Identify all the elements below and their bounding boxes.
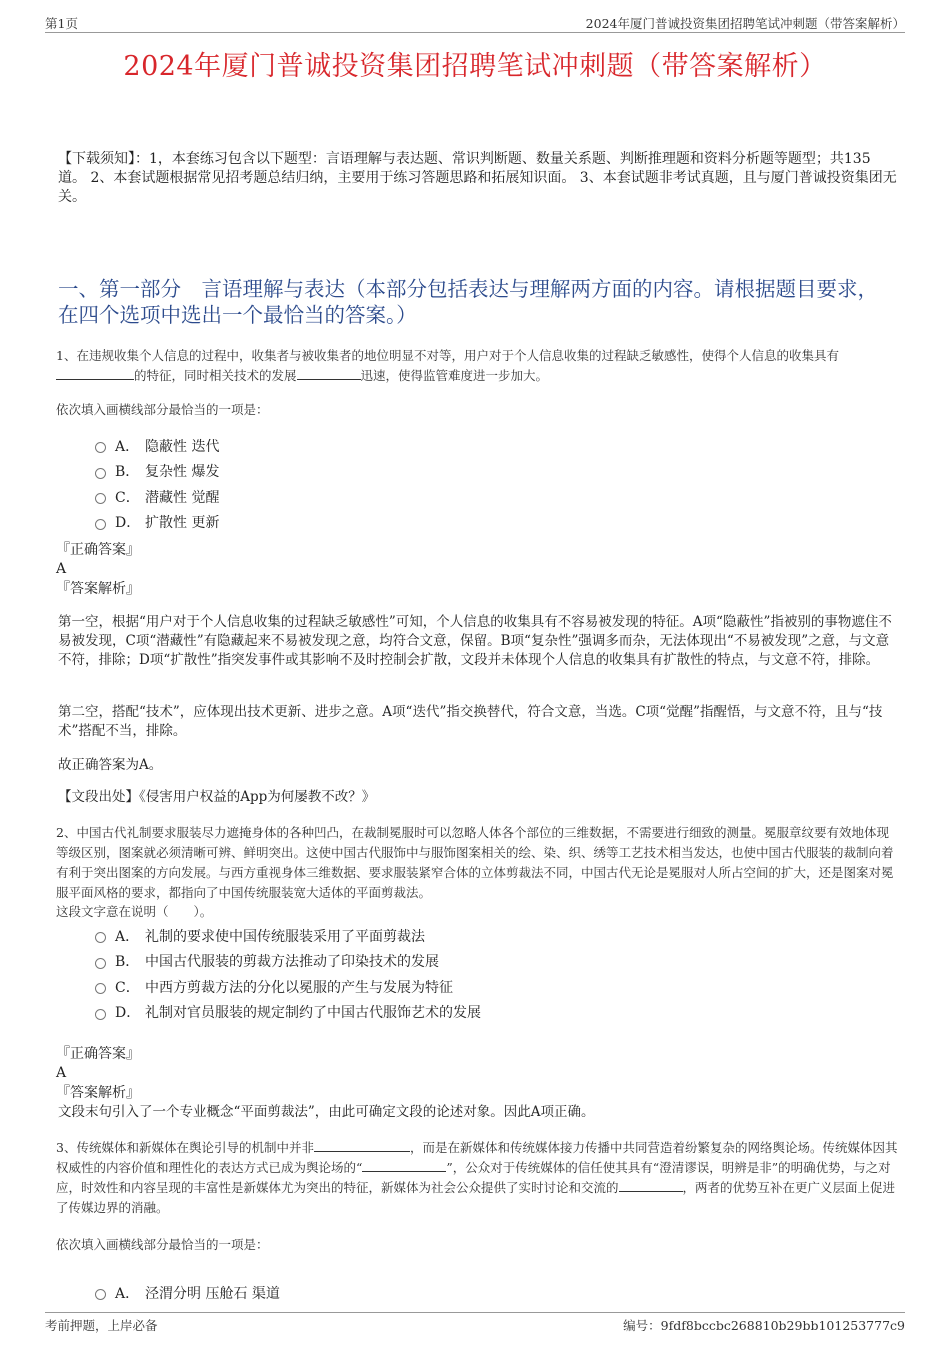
download-notice: 【下载须知】：1，本套练习包含以下题型：言语理解与表达题、常识判断题、数量关系题、判断推理题和资料分析题等题型；共135道。 2、本套试题根据常见招考题总结归纳，主要用于练习答题思路和拓展知识面。 3、本套试题非考试真题，且与厦门普诚投资集团无关。 <box>58 151 897 205</box>
question-3-options <box>95 1280 795 1306</box>
analysis-label: 『答案解析』 <box>56 581 140 597</box>
radio-icon[interactable] <box>95 958 106 969</box>
radio-icon[interactable] <box>95 442 106 453</box>
option-a[interactable]: A． 隐蔽性 迭代 <box>95 433 795 459</box>
radio-icon[interactable] <box>95 493 106 504</box>
fill-blank <box>362 1159 446 1172</box>
answer-value: A <box>56 1065 67 1081</box>
fill-blank <box>56 367 134 380</box>
option-c[interactable]: C． 潜藏性 觉醒 <box>95 484 795 510</box>
answer-value: A <box>56 561 67 577</box>
page-number: 第1页 <box>45 16 78 31</box>
option-d[interactable]: D． 扩散性 更新 <box>95 510 795 536</box>
footer-doc-id: 编号：9fdf8bccbc268810b29bb101253777c9 <box>623 1318 905 1333</box>
section-heading: 一、第一部分 言语理解与表达（本部分包括表达与理解两方面的内容。请根据题目要求，在四个选项中选出一个最恰当的答案。） <box>58 277 878 327</box>
answer-label: 『正确答案』 <box>56 1046 140 1062</box>
question-1-options <box>95 433 795 535</box>
analysis-paragraph: 第一空，根据“用户对于个人信息收集的过程缺乏敏感性”可知，个人信息的收集具有不容易被发现的特征。A项“隐蔽性”指被别的事物遮住不易被发现，C项“潜藏性”有隐藏起来不易被发现之意，均符合文意，保留。B项“复杂性”强调多而杂，无法体现出“不易被发现”之意，与文意不符，排除；D项“扩散性”指突发事件或其影响不及时控制会扩散，文段并未体现个人信息的收集具有扩散性的特点，与文意不符，排除。 <box>58 614 892 668</box>
header-doc-title: 2024年厦门普诚投资集团招聘笔试冲刺题（带答案解析） <box>585 16 905 31</box>
fill-blank <box>297 367 361 380</box>
option-b[interactable]: B． 中国古代服装的剪裁方法推动了印染技术的发展 <box>95 949 795 975</box>
radio-icon[interactable] <box>95 983 106 994</box>
question-1-prompt: 依次填入画横线部分最恰当的一项是： <box>56 402 269 417</box>
answer-label: 『正确答案』 <box>56 542 140 558</box>
question-2-options <box>95 923 795 1025</box>
question-2-stem: 2、中国古代礼制要求服装尽力遮掩身体的各种凹凸，在裁制冕服时可以忽略人体各个部位的三维数据，不需要进行细致的测量。冕服章纹要有效地体现等级区别，图案就必须清晰可辨、鲜明突出。这使中国古代服饰中与服饰图案相关的绘、染、织、绣等工艺技术相当发达，也使中国古代服装的裁制向着有利于突出图案的方向发展。与西方重视身体三维数据、要求服装紧窄合体的立体剪裁法不同，中国古代无论是冕服对人所占空间的扩大，还是图案对冕服平面风格的要求，都指向了中国传统服装宽大适体的平面剪裁法。 <box>56 825 894 900</box>
radio-icon[interactable] <box>95 932 106 943</box>
conclusion: 故正确答案为A。 <box>58 757 163 773</box>
fill-blank <box>314 1139 410 1152</box>
page-footer <box>45 1312 905 1333</box>
radio-icon[interactable] <box>95 468 106 479</box>
question-3-stem: 3、传统媒体和新媒体在舆论引导的机制中并非 ，而是在新媒体和传统媒体接力传播中共同营造着纷繁复杂的网络舆论场。传统媒体因其权威性的内容价值和理性化的表达方式已成为舆论场的“ ”，公众对于传统媒体的信任使其具有“澄清谬误，明辨是非”的明确优势，与之对应，时效性和内容呈现的丰富性是新媒体尤为突出的特征，新媒体为社会公众提供了实时讨论和交流的 ，两者的优势互补在更广义层面上促进了传媒边界的消融。 <box>56 1140 898 1215</box>
analysis-paragraph: 文段末句引入了一个专业概念“平面剪裁法”，由此可确定文段的论述对象。因此A项正确。 <box>58 1104 595 1120</box>
radio-icon[interactable] <box>95 1289 106 1300</box>
question-2-prompt: 这段文字意在说明（ ）。 <box>56 904 213 919</box>
option-a[interactable]: A． 泾渭分明 压舱石 渠道 <box>95 1280 795 1306</box>
analysis-label: 『答案解析』 <box>56 1085 140 1101</box>
question-1-stem: 1、在违规收集个人信息的过程中，收集者与被收集者的地位明显不对等，用户对于个人信息收集的过程缺乏敏感性，使得个人信息的收集具有的特征，同时相关技术的发展 迅速，使得监管难度进一步加大。 <box>56 348 839 383</box>
option-a[interactable]: A． 礼制的要求使中国传统服装采用了平面剪裁法 <box>95 923 795 949</box>
analysis-paragraph: 第二空，搭配“技术”，应体现出技术更新、进步之意。A项“迭代”指交换替代，符合文意，当选。C项“觉醒”指醒悟，与文意不符，且与“技术”搭配不当，排除。 <box>58 704 883 739</box>
radio-icon[interactable] <box>95 519 106 530</box>
option-b[interactable]: B． 复杂性 爆发 <box>95 459 795 485</box>
option-d[interactable]: D． 礼制对官员服装的规定制约了中国古代服饰艺术的发展 <box>95 1000 795 1026</box>
source-citation: 【文段出处】《侵害用户权益的App为何屡教不改？》 <box>58 789 376 805</box>
radio-icon[interactable] <box>95 1009 106 1020</box>
page-title: 2024年厦门普诚投资集团招聘笔试冲刺题（带答案解析） <box>123 51 827 82</box>
page-header <box>45 14 905 33</box>
option-c[interactable]: C． 中西方剪裁方法的分化以冕服的产生与发展为特征 <box>95 974 795 1000</box>
fill-blank <box>619 1179 683 1192</box>
footer-slogan: 考前押题，上岸必备 <box>45 1318 158 1333</box>
question-3-prompt: 依次填入画横线部分最恰当的一项是： <box>56 1237 269 1252</box>
